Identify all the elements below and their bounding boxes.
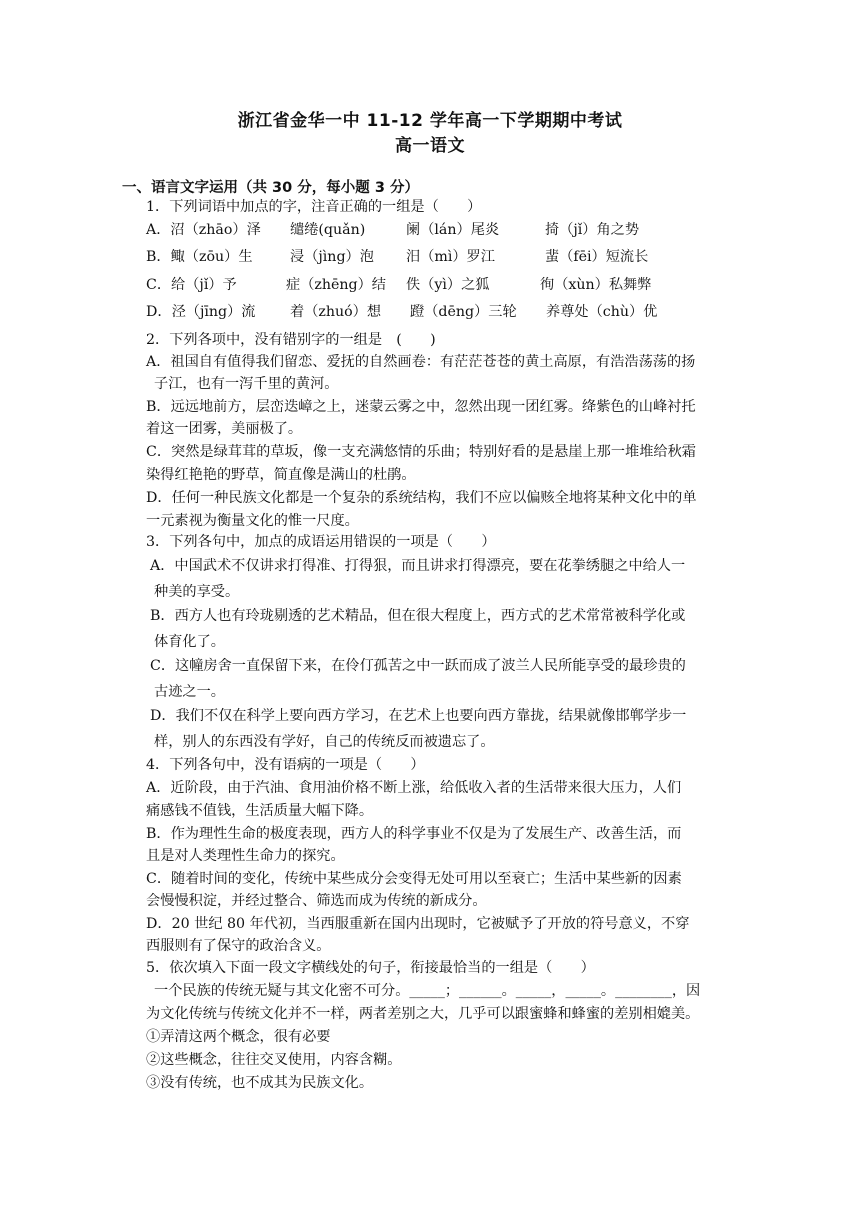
q3-option-d-cont: 样，别人的东西没有学好，自己的传统反而被遗忘了。 xyxy=(154,734,495,750)
q2-option-d: D．任何一种民族文化都是一个复杂的系统结构，我们不应以偏赅全地将某种文化中的单 xyxy=(146,490,697,506)
q4-option-a: A．近阶段，由于汽油、食用油价格不断上涨，给低收入者的生活带来很大压力，人们 xyxy=(146,780,682,796)
q4-option-c-cont: 会慢慢积淀，并经过整合、筛选而成为传统的新成分。 xyxy=(146,893,487,909)
exam-title: 浙江省金华一中 11-12 学年高一下学期期中考试 xyxy=(237,111,623,131)
q5-stem: 5．依次填入下面一段文字横线处的句子，衔接最恰当的一组是（ ） xyxy=(146,960,595,976)
q4-option-a-cont: 痛感钱不值钱，生活质量大幅下降。 xyxy=(146,803,374,819)
q2-option-b: B．远远地前方，层峦迭嶂之上，迷蒙云雾之中，忽然出现一团红雾。绛紫色的山峰衬托 xyxy=(146,399,696,415)
q5-sentence-2: ②这些概念，往往交叉使用，内容含糊。 xyxy=(146,1052,402,1068)
q3-option-d: D．我们不仅在科学上要向西方学习，在艺术上也要向西方靠拢，结果就像邯郸学步一 xyxy=(150,708,687,724)
q5-sentence-3: ③没有传统，也不成其为民族文化。 xyxy=(146,1075,374,1091)
q3-option-b-cont: 体育化了。 xyxy=(154,634,225,650)
q4-stem: 4．下列各句中，没有语病的一项是（ ） xyxy=(146,757,425,773)
q3-stem: 3．下列各句中，加点的成语运用错误的一项是（ ） xyxy=(146,534,496,550)
q4-option-c: C．随着时间的变化，传统中某些成分会变得无处可用以至衰亡；生活中某些新的因素 xyxy=(146,871,682,887)
q2-option-b-cont: 着这一团雾，美丽极了。 xyxy=(146,421,303,437)
q3-option-a: A．中国武术不仅讲求打得准、打得狠，而且讲求打得漂亮，要在花拳绣腿之中给人一 xyxy=(150,558,686,574)
q2-option-a-cont: 子江，也有一泻千里的黄河。 xyxy=(154,376,339,392)
q4-option-d: D．20 世纪 80 年代初，当西服重新在国内出现时，它被赋予了开放的符号意义，不穿 xyxy=(146,916,690,932)
section-heading: 一、语言文字运用（共 30 分，每小题 3 分） xyxy=(122,180,419,196)
q2-option-c: C．突然是绿茸茸的草坂，像一支充满悠情的乐曲；特别好看的是悬崖上那一堆堆给秋霜 xyxy=(146,444,696,460)
q2-option-d-cont: 一元素视为衡量文化的惟一尺度。 xyxy=(146,513,359,529)
exam-subtitle: 高一语文 xyxy=(395,136,465,156)
q3-option-a-cont: 种美的享受。 xyxy=(154,584,240,600)
q5-sentence-1: ①弄清这两个概念，很有必要 xyxy=(146,1029,331,1045)
q5-passage-line-2: 为文化传统与传统文化并不一样，两者差别之大，几乎可以跟蜜蜂和蜂蜜的差别相媲美。 xyxy=(146,1006,700,1022)
q5-passage-line-1: 一个民族的传统无疑与其文化密不可分。_____；______。_____，_____。________，因 xyxy=(154,983,701,999)
q4-option-b-cont: 且是对人类理性生命力的探究。 xyxy=(146,848,345,864)
q2-stem: 2．下列各项中，没有错别字的一组是 ( ) xyxy=(146,332,436,348)
q2-option-a: A．祖国自有值得我们留恋、爱抚的自然画卷：有茫茫苍苍的黄土高原，有浩浩荡荡的扬 xyxy=(146,354,696,370)
q3-option-c: C．这幢房舍一直保留下来，在伶仃孤苦之中一跃而成了波兰人民所能享受的最珍贵的 xyxy=(150,658,686,674)
q1-stem: 1．下列词语中加点的字，注音正确的一组是（ ） xyxy=(146,199,482,215)
q3-option-b: B．西方人也有玲珑剔透的艺术精品，但在很大程度上，西方式的艺术常常被科学化或 xyxy=(150,608,686,624)
q3-option-c-cont: 古迹之一。 xyxy=(154,684,225,700)
q4-option-b: B．作为理性生命的极度表现，西方人的科学事业不仅是为了发展生产、改善生活，而 xyxy=(146,826,682,842)
q4-option-d-cont: 西服则有了保守的政治含义。 xyxy=(146,938,331,954)
q2-option-c-cont: 染得红艳艳的野草，简直像是满山的杜鹃。 xyxy=(146,467,416,483)
exam-page: 浙江省金华一中 11-12 学年高一下学期期中考试 高一语文 一、语言文字运用（共 30 分，每小题 3 分） 1．下列词语中加点的字，注音正确的一组是（ ） A．沼（zhāo）泽 缱绻(quǎn) 阑（lán）尾炎 掎（jǐ）角之势 B．鲰（zōu）生 浸（jìng）泡 汨（mì）罗江 蜚（fēi）短流长 C．给（jǐ）予 症（zhēng）结 佚（yì）之狐 徇（xùn）私舞弊 D．泾（jīng）流 着（zhuó）想 蹬（dēng）三轮 养尊处（chù）优 2．下列各项中，没有错别字的一组是 ( ) A．祖国自有值得我们留恋、爱抚的自然画卷：有茫茫苍苍的黄土高原，有浩浩荡荡的扬 子江，也有一泻千里的黄河。 B．远远地前方，层峦迭嶂之上，迷蒙云雾之中，忽然出现一团红雾。绛紫色的山峰衬托 着这一团雾，美丽极了。 C．突然是绿茸茸的草坂，像一支充满悠情的乐曲；特别好看的是悬崖上那一堆堆给秋霜 染得红艳艳的野草，简直像是满山的杜鹃。 D．任何一种民族文化都是一个复杂的系统结构，我们不应以偏赅全地将某种文化中的单 一元素视为衡量文化的惟一尺度。 3．下列各句中，加点的成语运用错误的一项是（ ） A．中国武术不仅讲求打得准、打得狠，而且讲求打得漂亮，要在花拳绣腿之中给人一 种美的享受。 B．西方人也有玲珑剔透的艺术精品，但在很大程度上，西方式的艺术常常被科学化或 体育化了。 C．这幢房舍一直保留下来，在伶仃孤苦之中一跃而成了波兰人民所能享受的最珍贵的 古迹之一。 D．我们不仅在科学上要向西方学习，在艺术上也要向西方靠拢，结果就像邯郸学步一 样，别人的东西没有学好，自己的传统反而被遗忘了。 4．下列各句中，没有语病的一项是（ ） A．近阶段，由于汽油、食用油价格不断上涨，给低收入者的生活带来很大压力，人们 痛感钱不值钱，生活质量大幅下降。 B．作为理性生命的极度表现，西方人的科学事业不仅是为了发展生产、改善生活，而 且是对人类理性生命力的探究。 C．随着时间的变化，传统中某些成分会变得无处可用以至衰亡；生活中某些新的因素 会慢慢积淀，并经过整合、筛选而成为传统的新成分。 D．20 世纪 80 年代初，当西服重新在国内出现时，它被赋予了开放的符号意义，不穿 西服则有了保守的政治含义。 5．依次填入下面一段文字横线处的句子，衔接最恰当的一组是（ ） 一个民族的传统无疑与其文化密不可分。_____；______。_____，_____。________，因 为文化传统与传统文化并不一样，两者差别之大，几乎可以跟蜜蜂和蜂蜜的差别相媲美。 ①弄清这两个概念，很有必要 ②这些概念，往往交叉使用，内容含糊。 ③没有传统，也不成其为民族文化。 xyxy=(0,0,860,1216)
